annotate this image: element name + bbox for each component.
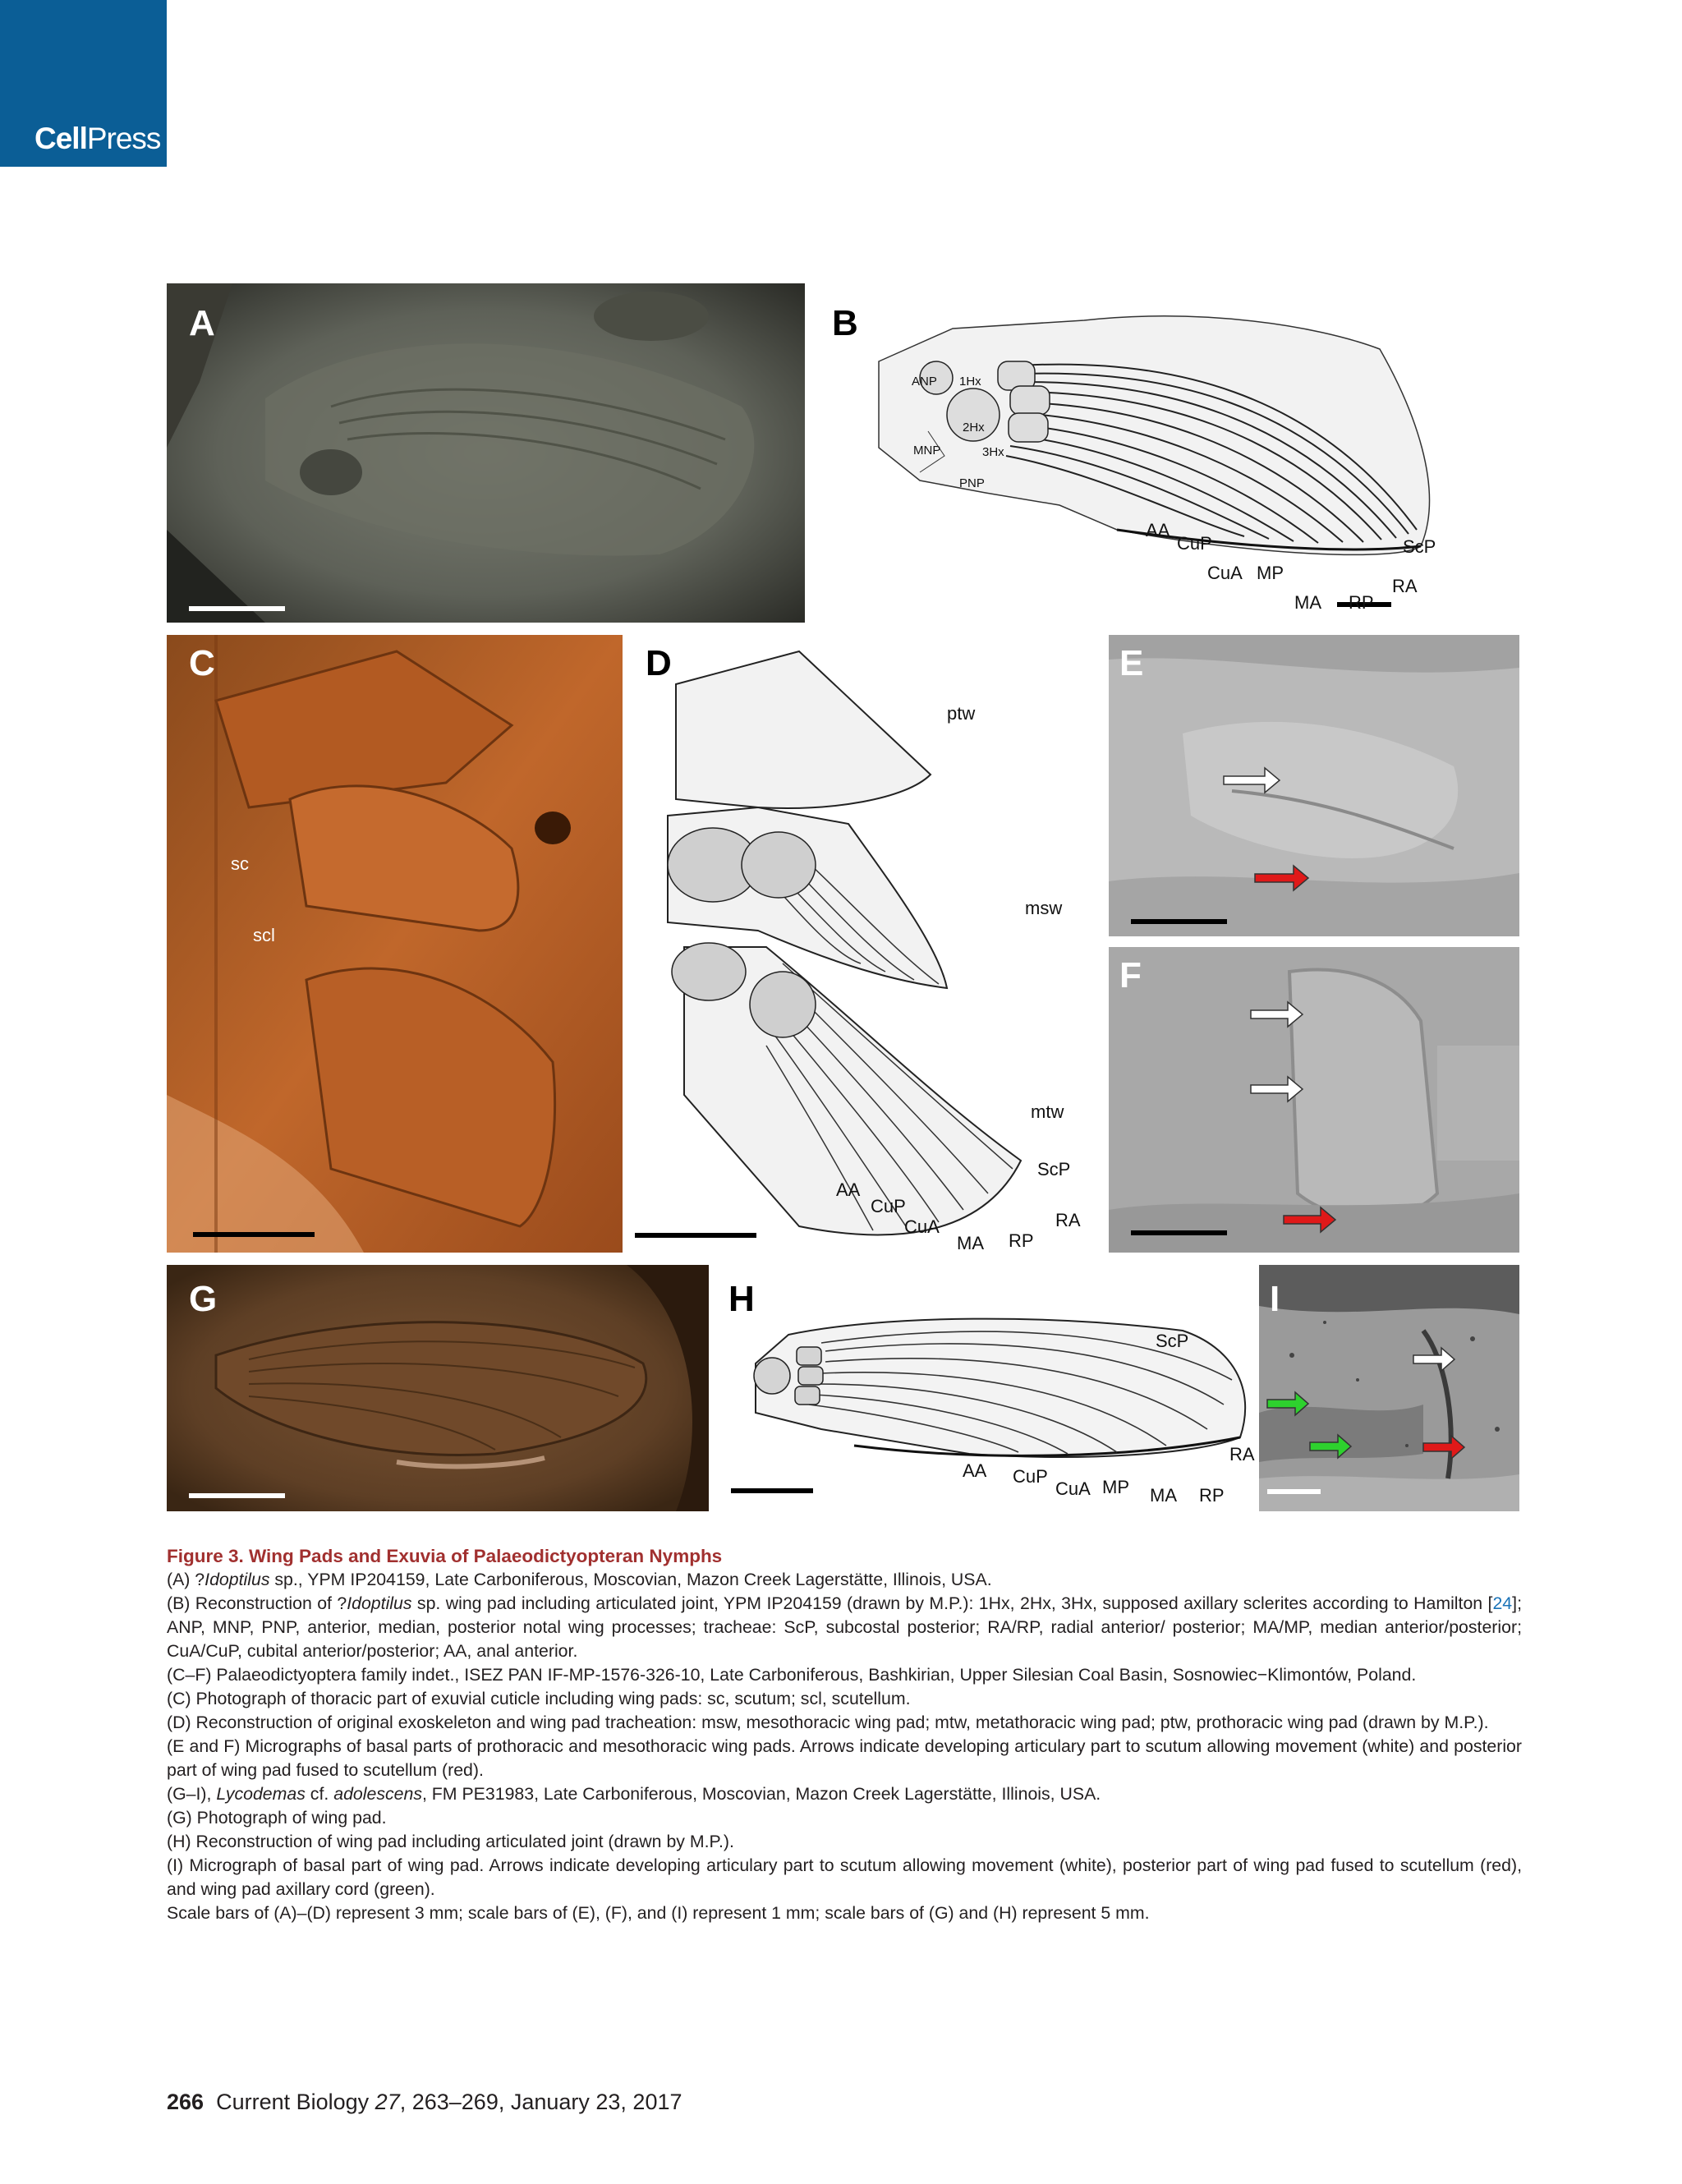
panel-i-micrograph (1259, 1265, 1519, 1511)
panel-b-anno-cup: CuP (1177, 533, 1212, 554)
panel-c-scale-bar (193, 1232, 315, 1237)
panel-i-image (1259, 1265, 1519, 1511)
journal-volume: 27 (375, 2090, 400, 2114)
panel-h-label: H (728, 1279, 755, 1319)
figure-caption (167, 1544, 1522, 1925)
panel-b-drawing (821, 283, 1519, 623)
cellpress-logo-text: CellPress (34, 122, 161, 155)
panel-a-scale-bar (189, 606, 285, 611)
panel-d-anno-rp: RP (1009, 1230, 1034, 1251)
panel-d-anno-msw: msw (1025, 898, 1063, 918)
panel-b-anno-scp: ScP (1403, 536, 1436, 557)
caption-d: (D) Reconstruction of original exoskeleton and wing pad tracheation: msw, mesothoracic wing pad; mtw, metathoracic wing pad; ptw, prothoracic wing pad (drawn by M.P.). (167, 1713, 1489, 1732)
panel-d-anno-ptw: ptw (947, 703, 976, 724)
panel-b-anno-ma: MA (1294, 592, 1321, 613)
panel-g-photo (167, 1265, 709, 1511)
panel-h-anno-ma: MA (1150, 1485, 1177, 1506)
panel-c-anno-scl: scl (253, 925, 275, 945)
panel-b-anno-cua: CuA (1207, 563, 1243, 583)
page-footer (167, 2090, 682, 2115)
panel-g-image (167, 1265, 709, 1511)
panel-d-anno-aa: AA (836, 1179, 861, 1200)
panel-d-anno-mtw: mtw (1031, 1101, 1064, 1122)
panel-d-anno-scp: ScP (1037, 1159, 1071, 1179)
panel-a-image (167, 283, 805, 623)
panel-b-anno-aa: AA (1146, 520, 1170, 540)
panel-i-label: I (1270, 1279, 1280, 1319)
caption-a: (A) ?Idoptilus sp., YPM IP204159, Late Carboniferous, Moscovian, Mazon Creek Lagerstätte, Illinois, USA. (167, 1570, 992, 1589)
panel-b-anno-3hx: 3Hx (982, 445, 1004, 459)
panel-a-photo (167, 283, 805, 623)
caption-h: (H) Reconstruction of wing pad including articulated joint (drawn by M.P.). (167, 1832, 734, 1851)
panel-b-label: B (832, 303, 858, 343)
panel-h-drawing (723, 1265, 1265, 1511)
panel-e-label: E (1119, 643, 1144, 683)
panel-c-photo (167, 635, 623, 1253)
panel-d-anno-ma: MA (957, 1233, 984, 1253)
caption-c-f: (C–F) Palaeodictyoptera family indet., ISEZ PAN IF-MP-1576-326-10, Late Carboniferous, Bashkirian, Upper Silesian Coal Basin, Sosnowiec−Klimontów, Poland. (167, 1665, 1417, 1685)
panel-g-label: G (189, 1279, 218, 1319)
panel-e-image (1109, 635, 1519, 936)
panel-d-anno-cup: CuP (871, 1196, 906, 1216)
figure-title: Figure 3. Wing Pads and Exuvia of Palaeodictyopteran Nymphs (167, 1546, 723, 1566)
panel-e-micrograph (1109, 635, 1519, 936)
panel-a-label: A (189, 303, 215, 343)
panel-b-anno-mnp: MNP (913, 444, 941, 457)
journal-issue-date: , 263–269, January 23, 2017 (399, 2090, 682, 2114)
panel-f-micrograph (1109, 947, 1519, 1253)
panel-c-label: C (189, 643, 215, 683)
journal-name: Current Biology (216, 2090, 375, 2114)
panel-h-image (723, 1265, 1265, 1511)
caption-b: (B) Reconstruction of ?Idoptilus sp. wing pad including articulated joint, YPM IP204159 (drawn by M.P.): 1Hx, 2Hx, 3Hx, supposed axillary sclerites according to Hamilton [24]; ANP, MNP, PNP, anterior, median, posterior notal wing processes; tracheae: ScP, subcostal posterior; RA/RP, radial anterior/ posterior; MA/MP, median anterior/posterior; CuA/CuP, cubital anterior/posterior; AA, anal anterior. (167, 1593, 1522, 1661)
panel-b-anno-1hx: 1Hx (959, 375, 981, 389)
panel-c-anno-sc: sc (231, 853, 249, 874)
panel-d-anno-cua: CuA (904, 1216, 940, 1237)
panel-c-image (167, 635, 623, 1253)
panel-h-anno-mp: MP (1102, 1477, 1129, 1497)
panel-f-label: F (1119, 955, 1142, 995)
panel-d-label: D (646, 643, 672, 683)
panel-d-image (635, 635, 1095, 1253)
cellpress-logo (0, 0, 167, 167)
panel-h-anno-aa: AA (963, 1460, 987, 1481)
panel-b-anno-ra: RA (1392, 576, 1418, 596)
panel-b-anno-pnp: PNP (959, 476, 985, 490)
panel-b-anno-rp: RP (1349, 592, 1374, 613)
panel-b-anno-2hx: 2Hx (963, 421, 985, 435)
reference-link-24[interactable]: 24 (1492, 1593, 1513, 1613)
panel-d-anno-ra: RA (1055, 1210, 1081, 1230)
page-number: 266 (167, 2090, 205, 2114)
caption-i: (I) Micrograph of basal part of wing pad. Arrows indicate developing articulary part to scutum allowing movement (white), posterior part of wing pad fused to scutellum (red), and wing pad axillary cord (green). (167, 1855, 1522, 1899)
panel-h-anno-cua: CuA (1055, 1478, 1091, 1499)
panel-h-anno-ra: RA (1229, 1444, 1255, 1464)
caption-c: (C) Photograph of thoracic part of exuvial cuticle including wing pads: sc, scutum; scl, scutellum. (167, 1689, 911, 1708)
caption-g-i: (G–I), Lycodemas cf. adolescens, FM PE31983, Late Carboniferous, Moscovian, Mazon Creek Lagerstätte, Illinois, USA. (167, 1784, 1101, 1804)
panel-h-anno-cup: CuP (1013, 1466, 1048, 1487)
panel-b-anno-mp: MP (1257, 563, 1284, 583)
caption-e-f: (E and F) Micrographs of basal parts of prothoracic and mesothoracic wing pads. Arrows indicate developing articulary part to scutum allowing movement (white) and posterior part of wing pad fused to scutellum (red). (167, 1736, 1522, 1780)
panel-f-image (1109, 947, 1519, 1253)
panel-h-anno-scp: ScP (1156, 1331, 1189, 1351)
panel-d-drawing (635, 635, 1095, 1253)
panel-h-anno-rp: RP (1199, 1485, 1225, 1506)
caption-g: (G) Photograph of wing pad. (167, 1808, 387, 1828)
panel-b-anno-anp: ANP (912, 375, 937, 389)
caption-scale-bars: Scale bars of (A)–(D) represent 3 mm; scale bars of (E), (F), and (I) represent 1 mm; scale bars of (G) and (H) represent 5 mm. (167, 1903, 1150, 1923)
